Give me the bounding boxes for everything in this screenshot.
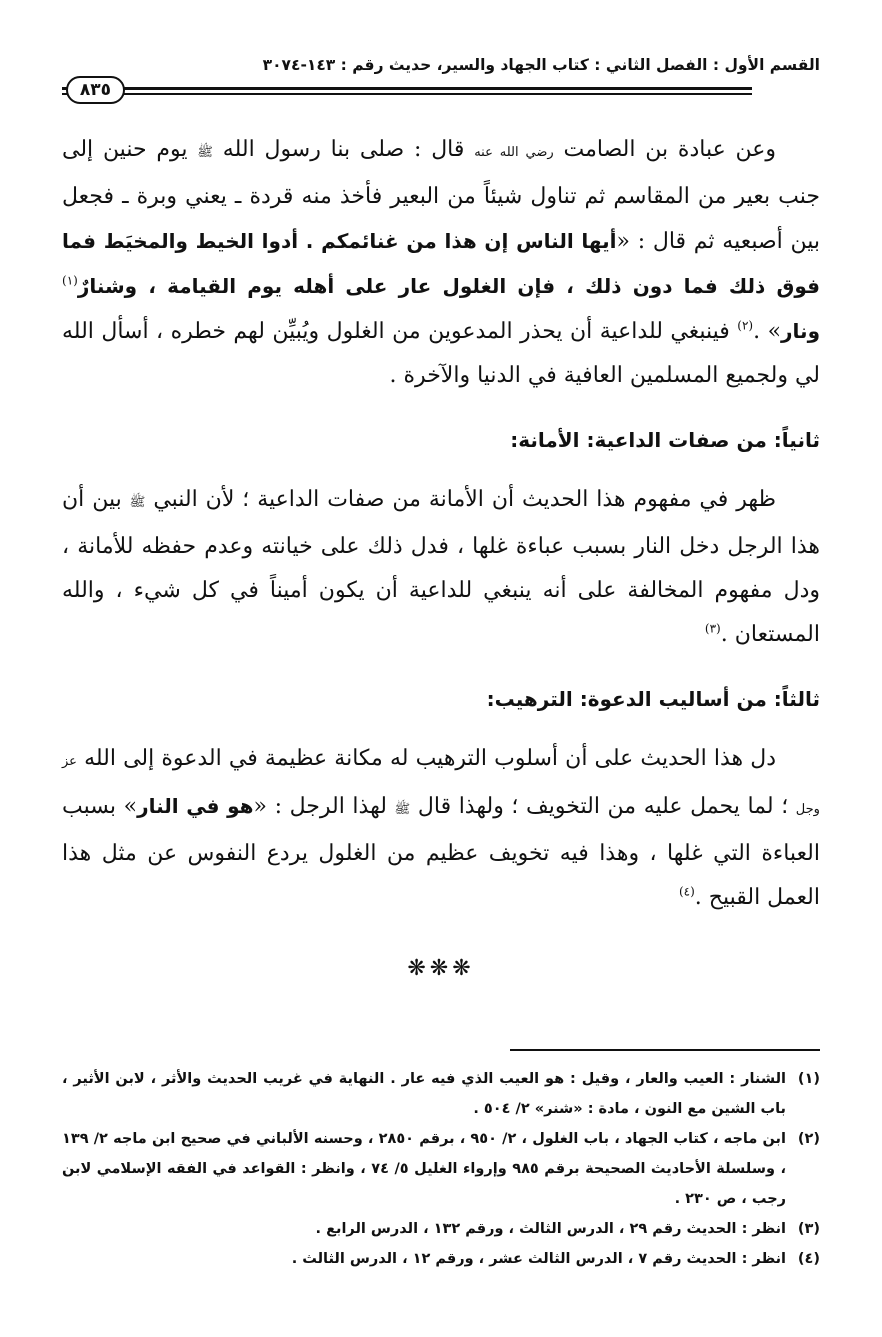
paragraph-amanah xyxy=(62,478,820,657)
honorific: ﷺ xyxy=(197,145,213,160)
footnote-number: (٣) xyxy=(797,1221,820,1237)
hadith-quote: أيها الناس إن هذا من غنائمكم . أدوا الخيط والمخيَط فما فوق ذلك فما دون ذلك ، فإن الغلول عار على أهله يوم القيامة ، وشنارٌ xyxy=(62,229,820,298)
page-header xyxy=(62,56,820,114)
header-rule-thick xyxy=(62,87,752,90)
honorific: عز وجل xyxy=(62,754,820,817)
footnote-text: انظر : الحديث رقم ٧ ، الدرس الثالث عشر ، ورقم ١٢ ، الدرس الثالث . xyxy=(291,1251,786,1267)
footnote-ref: (١) xyxy=(62,273,78,288)
text-span: وعن عبادة بن الصامت xyxy=(563,137,777,162)
honorific: رضي الله عنه xyxy=(474,145,554,160)
header-rule-thin xyxy=(62,93,752,95)
footnote-text: انظر : الحديث رقم ٢٩ ، الدرس الثالث ، ورقم ١٣٢ ، الدرس الرابع . xyxy=(315,1221,786,1237)
text-span: فينبغي للداعية أن يحذر المدعوين من الغلول ويُبيِّن لهم خطره ، أسأل الله لي ولجميع المسلمين العافية في الدنيا والآخرة . xyxy=(62,319,820,388)
footnote-text: الشنار : العيب والعار ، وقيل : هو العيب الذي فيه عار . النهاية في غريب الحديث والأثر ، لابن الأثير ، باب الشين مع النون ، مادة : «شنر» ٢/ ٥٠٤ . xyxy=(62,1071,786,1117)
paragraph-tarhib xyxy=(62,737,820,920)
footnote-number: (٤) xyxy=(797,1251,820,1267)
footnote-rule xyxy=(510,1049,820,1051)
text-span: بين أن هذا الرجل دخل النار بسبب عباءة غلها ، فدل ذلك على خيانته وعدم حفظه للأمانة ، ودل مفهوم المخالفة على أنه ينبغي للداعية أن يكون أميناً في كل شيء ، والله المستعان . xyxy=(62,487,820,647)
footnote-item xyxy=(62,1124,820,1214)
hadith-quote: هو في النار xyxy=(137,794,254,818)
hadith-quote-end: ونار xyxy=(781,319,820,343)
page-number: ٨٣٥ xyxy=(66,76,125,104)
section-separator: ❋❋❋ xyxy=(407,956,475,981)
text-span: قال : صلى بنا رسول الله xyxy=(222,137,465,162)
footnote-ref: (٣) xyxy=(704,621,721,636)
text-span: ؛ لما يحمل عليه من التخويف ؛ ولهذا قال xyxy=(417,794,789,819)
paragraph-hadith xyxy=(62,128,820,398)
text-span: » . xyxy=(753,319,782,344)
footnote-number: (١) xyxy=(797,1071,820,1087)
text-span: » بسبب العباءة التي غلها ، وهذا فيه تخويف عظيم من الغلول يردع النفوس عن مثل هذا العمل القبيح . xyxy=(62,794,820,910)
footnote-item xyxy=(62,1064,820,1124)
honorific: ﷺ xyxy=(394,802,411,817)
footnote-ref: (٢) xyxy=(737,318,754,333)
text-span: دل هذا الحديث على أن أسلوب الترهيب له مكانة عظيمة في الدعوة إلى الله xyxy=(84,746,776,771)
footnotes xyxy=(62,1064,820,1274)
section-heading-amanah: ثانياً: من صفات الداعية: الأمانة: xyxy=(510,428,820,452)
main-text xyxy=(62,128,820,981)
honorific: ﷺ xyxy=(129,495,146,510)
text-span: يوم حنين إلى جنب بعير من المقاسم ثم تناول شيئاً من البعير فأخذ منه قردة ـ يعني وبرة ـ فجعل بين أصبعيه ثم قال : « xyxy=(62,137,821,254)
running-head: القسم الأول : الفصل الثاني : كتاب الجهاد والسير، حديث رقم : ١٤٣-٣٠٧٤ xyxy=(262,56,820,74)
text-span: ظهر في مفهوم هذا الحديث أن الأمانة من صفات الداعية ؛ لأن النبي xyxy=(153,487,776,512)
footnote-number: (٢) xyxy=(797,1131,820,1147)
text-span: لهذا الرجل : « xyxy=(253,794,387,819)
footnote-text: ابن ماجه ، كتاب الجهاد ، باب الغلول ، ٢/ ٩٥٠ ، برقم ٢٨٥٠ ، وحسنه الألباني في صحيح ابن ماجه ٢/ ١٣٩ ، وسلسلة الأحاديث الصحيحة برقم ٩٨٥ وإرواء الغليل ٥/ ٧٤ ، وانظر : القواعد في الفقه الإسلامي لابن رجب ، ص ٢٣٠ . xyxy=(62,1131,786,1207)
section-heading-tarhib: ثالثاً: من أساليب الدعوة: الترهيب: xyxy=(486,687,820,711)
footnote-item xyxy=(62,1214,820,1244)
footnote-item xyxy=(62,1244,820,1274)
footnote-ref: (٤) xyxy=(678,884,695,899)
